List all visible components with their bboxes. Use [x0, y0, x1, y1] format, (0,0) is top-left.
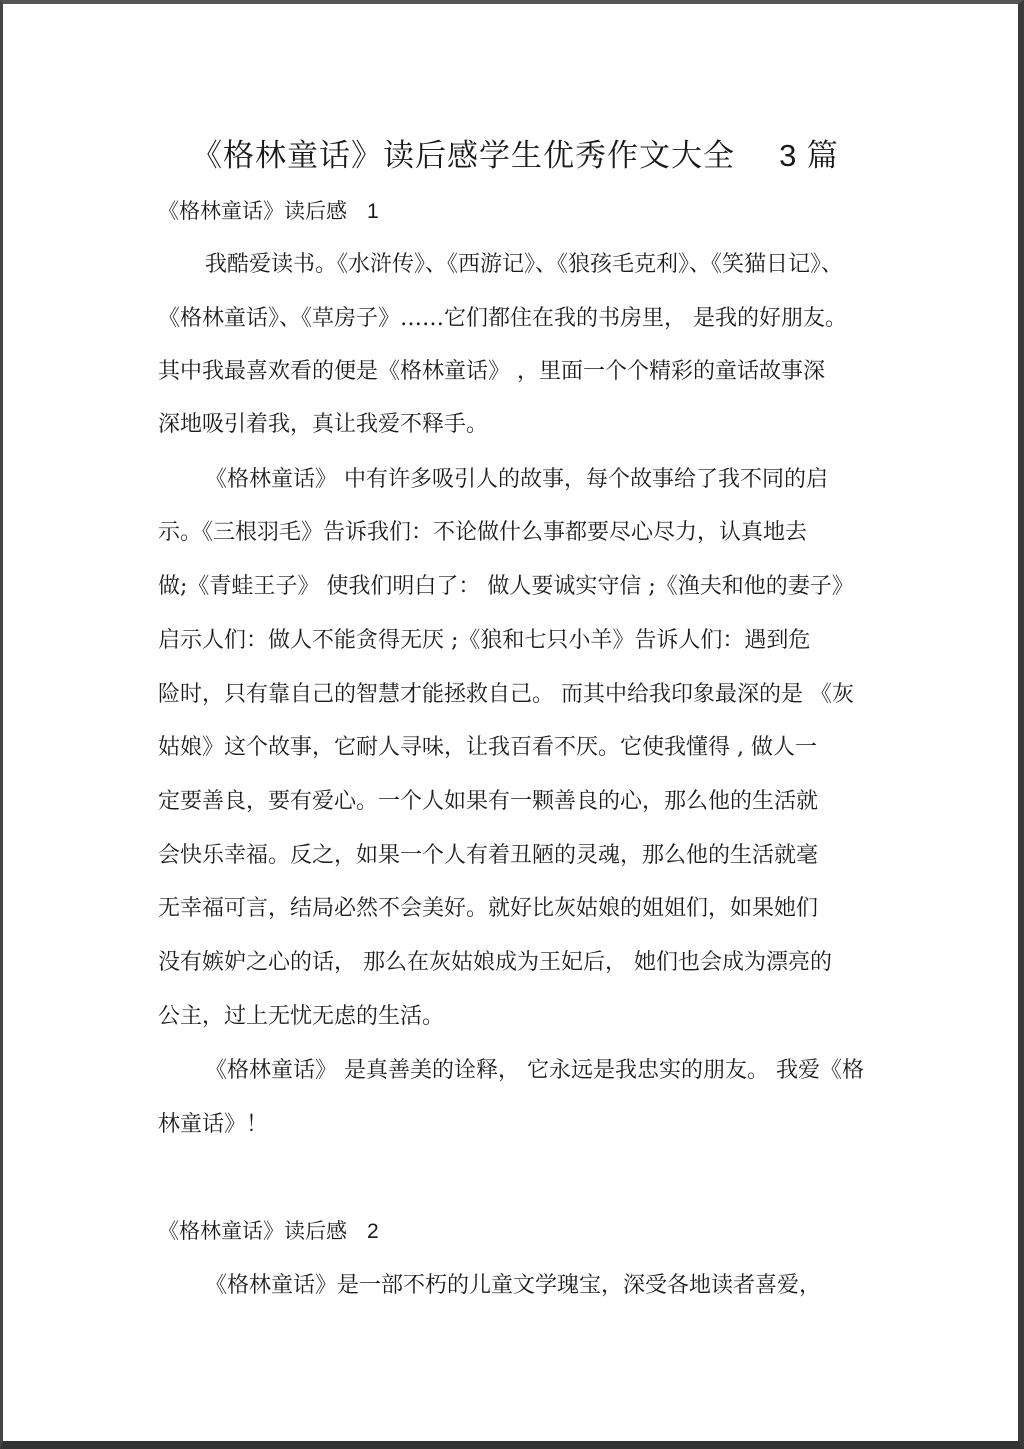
paragraph-line: 定要善良，要有爱心。一个人如果有一颗善良的心，那么他的生活就: [158, 789, 819, 814]
title-count: 3 篇: [779, 138, 839, 173]
section-heading-text: 《格林童话》读后感: [158, 199, 347, 223]
paragraph-line: 险时，只有靠自己的智慧才能拯救自己。 而其中给我印象最深的是 《灰: [158, 682, 854, 707]
section-heading-number: 1: [367, 200, 379, 223]
paragraph-line: 示。《三根羽毛》告诉我们：不论做什么事都要尽心尽力，认真地去: [158, 520, 808, 545]
paragraph-line: 林童话》！: [158, 1112, 269, 1137]
paragraph-line: 无幸福可言，结局必然不会美好。就好比灰姑娘的姐姐们，如果她们: [158, 896, 819, 921]
paragraph-line: 我酷爱读书。《水浒传》、《西游记》、《狼孩毛克利》、《笑猫日记》、: [205, 252, 844, 277]
section-heading-2: [158, 1216, 379, 1247]
paragraph-line: 启示人们：做人不能贪得无厌 ;《狼和七只小羊》告诉人们：遇到危: [158, 628, 811, 653]
paragraph-line: 姑娘》这个故事，它耐人寻味，让我百看不厌。它使我懂得 , 做人一: [158, 735, 817, 760]
paragraph-line: 其中我最喜欢看的便是《格林童话》 ，里面一个个精彩的童话故事深: [158, 359, 825, 384]
section-heading-number: 2: [367, 1220, 379, 1243]
paragraph-line: 做;《青蛙王子》 使我们明白了： 做人要诚实守信 ;《渔夫和他的妻子》: [158, 574, 854, 599]
section-heading-1: [158, 196, 379, 227]
paragraph-line: 《格林童话》 中有许多吸引人的故事，每个故事给了我不同的启: [205, 467, 828, 492]
paragraph-line: 《格林童话》、《草房子》……它们都住在我的书房里， 是我的好朋友。: [158, 306, 847, 331]
paragraph-line: 《格林童话》是一部不朽的儿童文学瑰宝，深受各地读者喜爱，: [205, 1273, 822, 1298]
paragraph-line: 公主，过上无忧无虑的生活。: [158, 1004, 445, 1029]
document-title: [3, 136, 1024, 176]
paragraph-line: 《格林童话》 是真善美的诠释， 它永远是我忠实的朋友。 我爱《格: [205, 1058, 864, 1083]
paragraph-line: 没有嫉妒之心的话， 那么在灰姑娘成为王妃后， 她们也会成为漂亮的: [158, 950, 832, 975]
title-text: 《格林童话》读后感学生优秀作文大全: [191, 138, 736, 174]
paragraph-line: 会快乐幸福。反之，如果一个人有着丑陋的灵魂，那么他的生活就毫: [158, 843, 819, 868]
section-heading-text: 《格林童话》读后感: [158, 1219, 347, 1243]
paragraph-line: 深地吸引着我，真让我爱不释手。: [158, 412, 489, 437]
